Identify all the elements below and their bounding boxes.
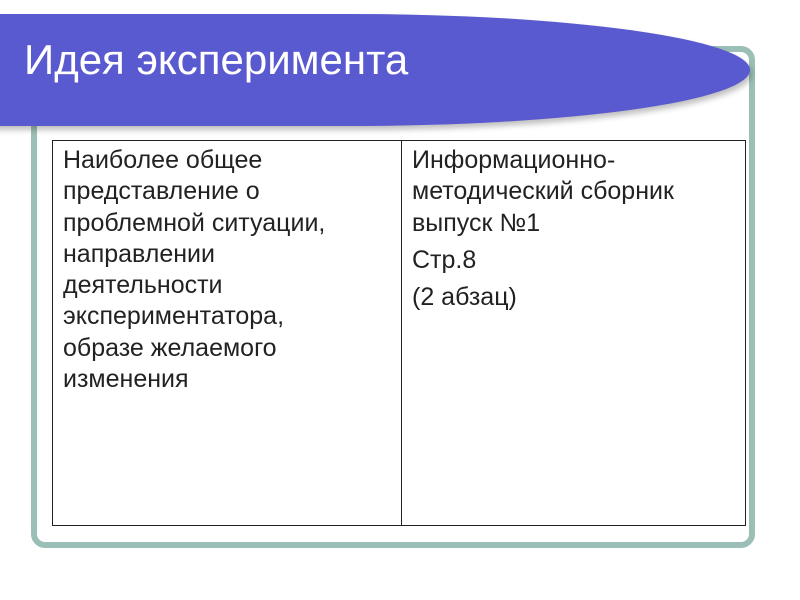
source-title [412, 145, 737, 239]
source-line: методический сборник [412, 177, 674, 206]
definition-line: изменения [63, 364, 189, 393]
source-page: Стр.8 [412, 245, 477, 274]
table-cell-source [402, 141, 746, 526]
definition-line: экспериментатора, [63, 302, 285, 331]
table-row [53, 141, 746, 526]
slide-title: Идея эксперимента [24, 36, 409, 83]
source-line: выпуск №1 [412, 208, 541, 237]
definition-line: деятельности [63, 271, 223, 299]
source-line: Информационно- [412, 146, 616, 174]
definition-line: Наиболее общее [63, 146, 263, 174]
definition-line: направлении [63, 239, 215, 268]
content-table [52, 140, 746, 526]
definition-line: представление о [63, 177, 260, 206]
source-paragraph: (2 абзац) [412, 283, 517, 311]
definition-line: проблемной ситуации, [63, 208, 326, 237]
table-cell-definition [53, 141, 402, 526]
definition-line: образе желаемого [63, 333, 277, 362]
